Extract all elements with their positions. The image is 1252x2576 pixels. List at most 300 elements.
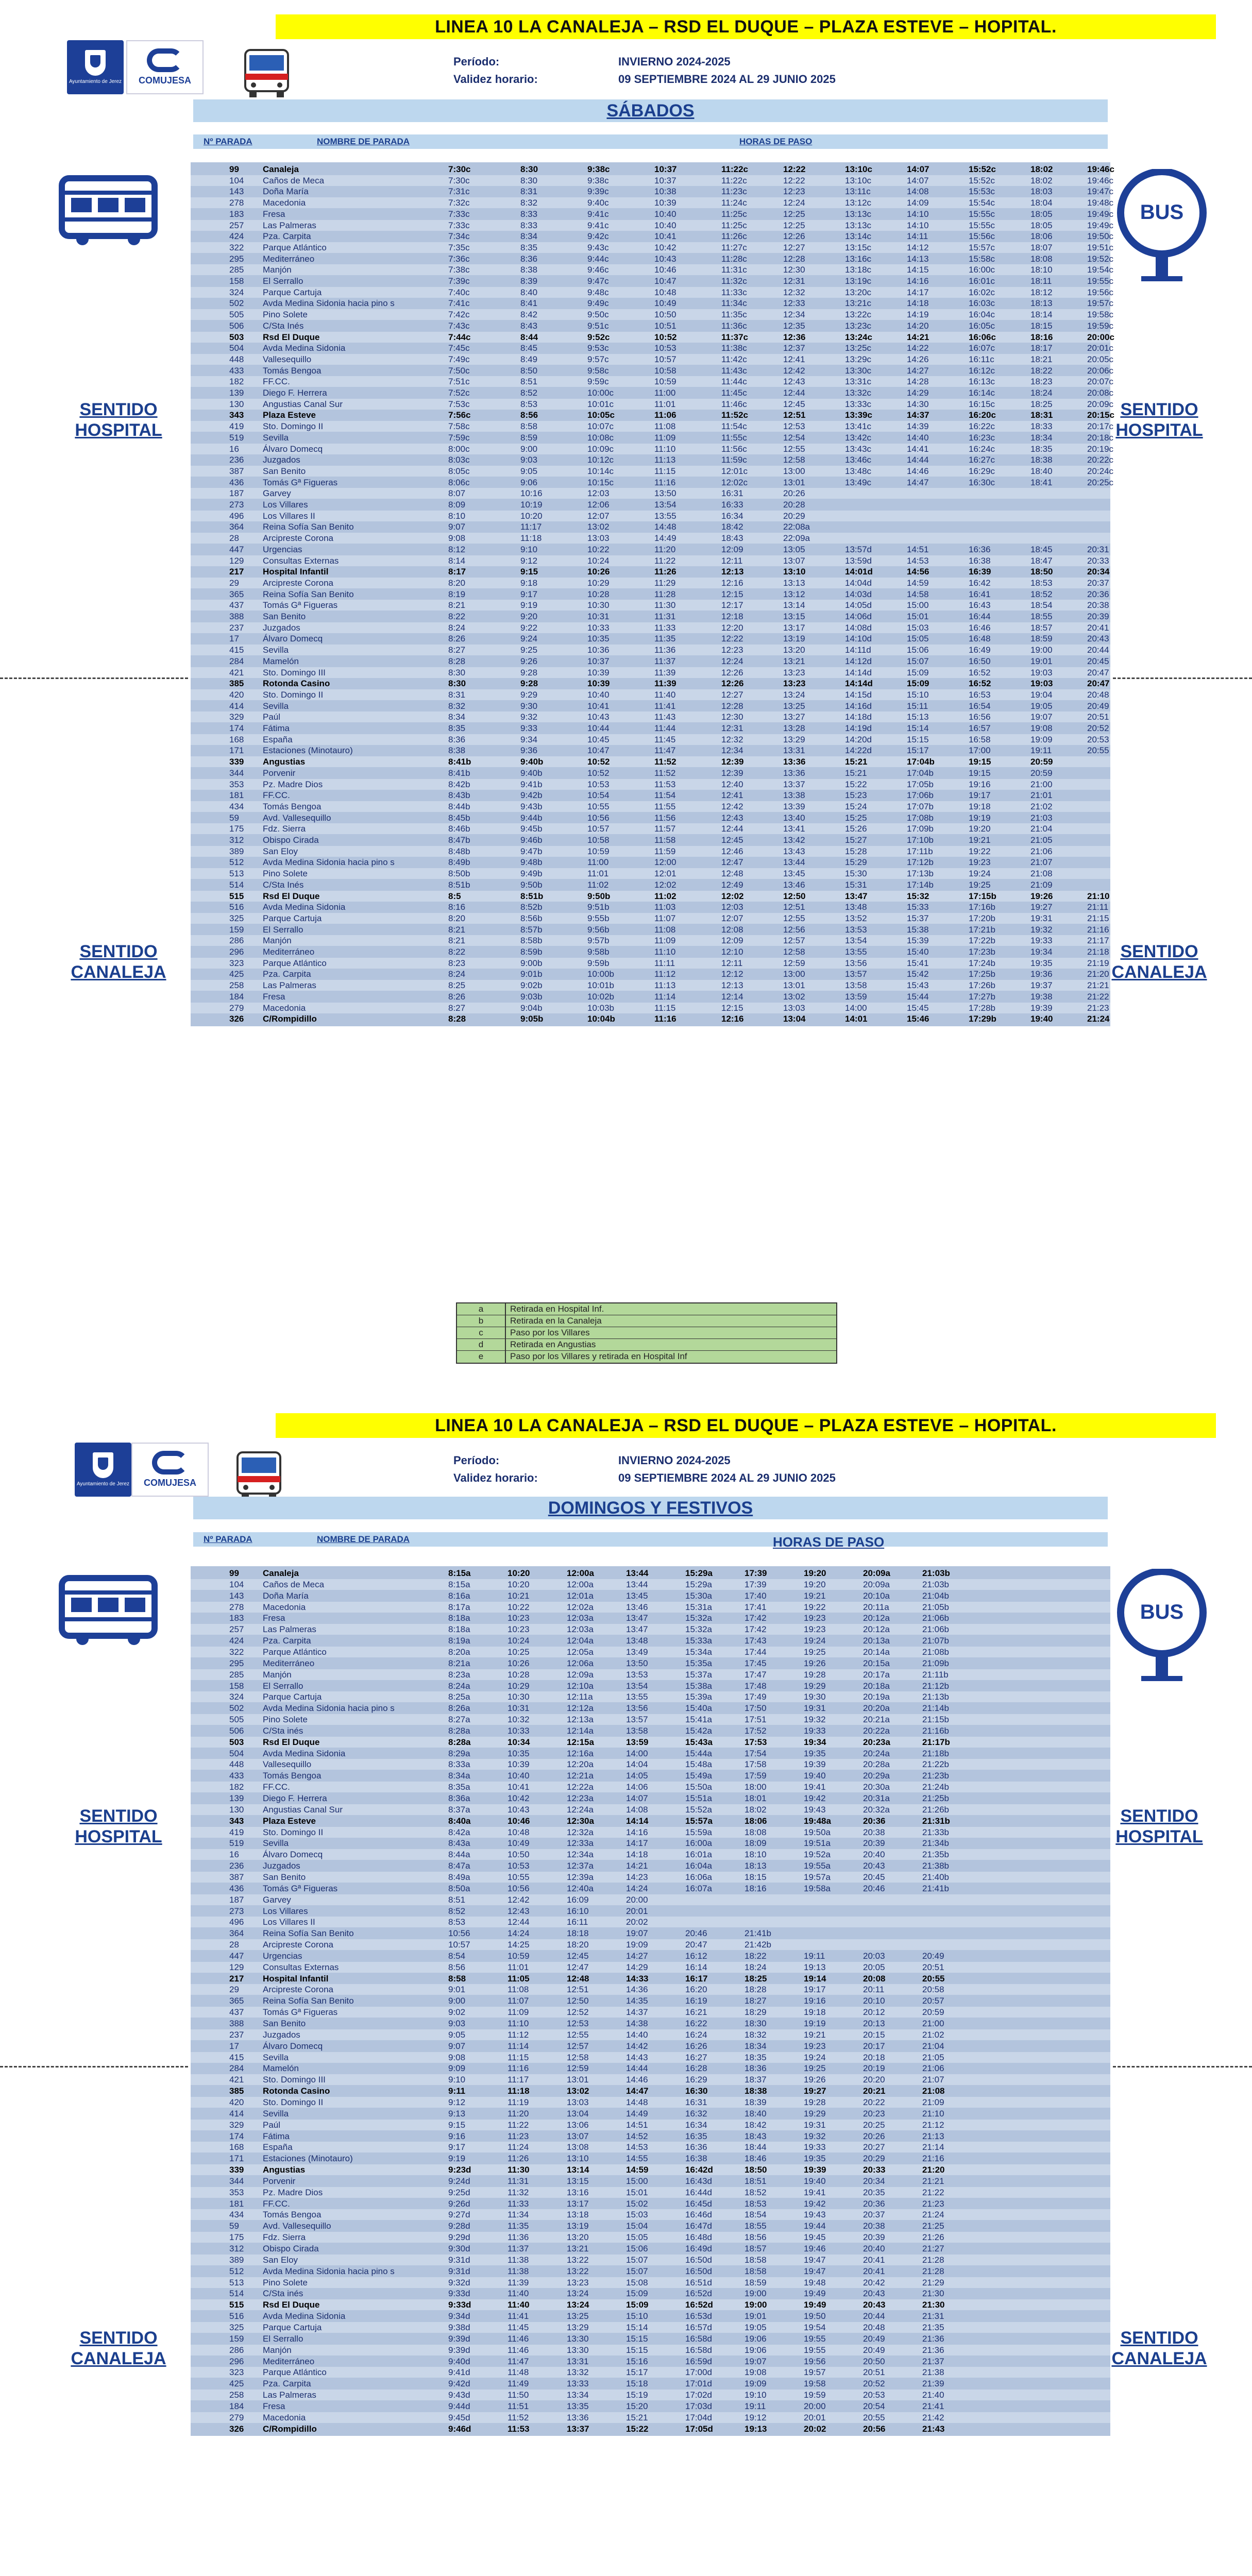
table-cell: 28	[229, 1940, 239, 1950]
table-cell: 21:24	[1087, 1014, 1110, 1024]
table-cell: 519	[229, 432, 244, 443]
table-cell: 13:29	[567, 2322, 589, 2332]
periodo-label: Período:	[453, 1454, 500, 1467]
table-row	[191, 1917, 1110, 1927]
table-cell: 9:22	[520, 622, 538, 633]
table-row	[191, 1703, 1110, 1714]
table-cell: 14:27	[626, 1951, 648, 1961]
table-cell: 10:05c	[587, 410, 615, 420]
table-cell: 20:08	[863, 1973, 886, 1984]
table-cell: 8:24	[448, 622, 466, 633]
table-row	[191, 734, 1110, 745]
table-cell: 15:19	[626, 2390, 648, 2400]
table-cell: 11:52c	[721, 410, 748, 420]
table-cell: 10:46	[654, 265, 676, 275]
table-cell: 414	[229, 2108, 244, 2119]
table-cell: 10:20	[507, 1568, 530, 1578]
table-cell: 14:21	[626, 1861, 648, 1871]
table-cell: 19:46c	[1087, 175, 1114, 185]
table-cell: Los Villares II	[263, 511, 315, 521]
table-cell: 419	[229, 421, 244, 432]
table-cell: Garvey	[263, 1894, 291, 1905]
table-row	[191, 1939, 1110, 1950]
table-cell: 16:27c	[969, 455, 995, 465]
table-cell: 11:41	[507, 2311, 529, 2321]
table-cell: Parque Cartuja	[263, 287, 322, 297]
table-cell: 10:45	[587, 734, 610, 744]
table-cell: 13:43	[783, 846, 805, 856]
table-cell: 13:23	[783, 679, 806, 689]
table-cell: 10:20	[507, 1579, 530, 1589]
table-cell: 14:46	[907, 466, 929, 476]
table-cell: 13:06	[567, 2120, 589, 2130]
table-cell: 10:36	[587, 645, 610, 655]
table-cell: 14:51	[626, 2120, 648, 2130]
table-cell: 18:24	[1030, 388, 1053, 398]
table-cell: 20:40	[863, 1850, 885, 1860]
table-cell: 9:45d	[448, 2412, 470, 2422]
table-cell: 20:48	[1087, 689, 1109, 700]
table-cell: 15:09	[907, 679, 929, 689]
table-cell: 11:26	[507, 2154, 529, 2164]
table-cell: 19:20	[804, 1579, 826, 1589]
table-cell: 19:48c	[1087, 198, 1114, 208]
table-cell: 21:10	[1087, 891, 1110, 901]
table-row	[191, 2401, 1110, 2412]
table-cell: 10:50	[507, 1850, 530, 1860]
table-cell: 16:15c	[969, 399, 995, 409]
table-cell: 11:38	[507, 2255, 529, 2265]
table-cell: 19:43	[804, 2210, 826, 2220]
table-cell: 9:02	[448, 2007, 466, 2018]
table-cell: 506	[229, 320, 244, 331]
table-row	[191, 399, 1114, 410]
table-cell: 324	[229, 1692, 244, 1702]
table-cell: 15:23	[845, 790, 867, 801]
table-cell: 16:34	[721, 511, 743, 521]
table-cell: 516	[229, 902, 244, 912]
table-cell: 16:03c	[969, 298, 995, 309]
table-cell: Avda Medina Sidonia	[263, 1748, 346, 1758]
table-cell: 12:42	[783, 365, 805, 376]
table-cell: 8:42b	[448, 779, 470, 789]
table-cell: 8:38	[520, 265, 538, 275]
table-cell: 10:23	[507, 1624, 530, 1635]
table-cell: 19:26	[804, 2075, 826, 2085]
ayuntamiento-logo-text: Ayuntamiento de Jerez	[69, 79, 122, 84]
table-cell: 15:49a	[685, 1771, 712, 1781]
table-row	[191, 2255, 1110, 2265]
table-cell: Reina Sofía San Benito	[263, 1928, 354, 1939]
table-cell: 20:23a	[863, 1737, 890, 1747]
table-cell: 10:31	[587, 612, 610, 621]
table-cell: 10:59	[587, 846, 610, 856]
table-cell: 14:07	[907, 164, 929, 174]
table-cell: 16:07a	[685, 1883, 712, 1893]
table-row	[191, 779, 1110, 790]
table-cell: 20:43	[1087, 634, 1109, 644]
table-cell: 326	[229, 2424, 244, 2434]
table-row	[191, 488, 1110, 499]
table-cell: 12:01c	[721, 466, 748, 476]
table-cell: 13:30c	[845, 365, 872, 376]
table-cell: 18:50	[1030, 567, 1053, 577]
table-row	[191, 466, 1114, 477]
table-cell: 11:17	[507, 2075, 529, 2085]
table-cell: 11:10	[654, 444, 676, 454]
table-row	[191, 2164, 1110, 2175]
table-cell: 19:20	[969, 824, 991, 834]
ayuntamiento-logo-text: Ayuntamiento de Jerez	[76, 1481, 130, 1487]
table-row	[191, 2131, 1110, 2142]
table-cell: 15:15	[626, 2345, 648, 2355]
table-cell: 10:42	[507, 1793, 530, 1803]
table-cell: 12:02a	[567, 1602, 594, 1612]
table-row	[191, 611, 1110, 622]
table-cell: 20:43	[863, 2289, 885, 2299]
table-cell: 12:37	[783, 343, 805, 353]
table-row	[191, 891, 1110, 902]
table-row	[191, 1590, 1110, 1601]
table-cell: Juzgados	[263, 622, 300, 633]
table-row	[191, 2266, 1110, 2277]
table-cell: 9:18	[520, 578, 538, 588]
table-cell: Álvaro Domecq	[263, 2041, 323, 2051]
table-cell: 15:54c	[969, 198, 995, 208]
table-cell: 14:01d	[845, 567, 873, 577]
table-cell: 10:50	[654, 310, 676, 320]
table-cell: Tomás Gª Figueras	[263, 477, 338, 487]
table-cell: 257	[229, 220, 244, 230]
table-cell: 20:21a	[863, 1715, 890, 1725]
table-cell: Pino Solete	[263, 310, 308, 320]
table-cell: 503	[229, 1737, 244, 1747]
table-cell: 12:05a	[567, 1647, 594, 1657]
table-cell: 9:41d	[448, 2367, 470, 2378]
table-cell: 11:43	[654, 712, 676, 722]
table-cell: 11:00	[654, 388, 676, 398]
table-cell: 16:51d	[685, 2277, 712, 2287]
table-row	[191, 1013, 1110, 1024]
timetable	[191, 1566, 1110, 2436]
table-cell: 236	[229, 1861, 244, 1871]
table-cell: 11:10	[654, 947, 676, 957]
table-cell: 20:59	[1030, 768, 1053, 778]
table-cell: 21:01	[1030, 790, 1053, 801]
table-cell: 20:05c	[1087, 354, 1114, 364]
table-cell: 13:15	[783, 612, 805, 621]
table-cell: 19:23	[804, 1624, 826, 1635]
table-cell: Macedonia	[263, 1003, 306, 1013]
table-row	[191, 2108, 1110, 2119]
table-cell: 17:25b	[969, 969, 995, 979]
table-cell: 12:15	[721, 1003, 743, 1013]
table-cell: 99	[229, 1568, 239, 1578]
table-cell: 11:44	[654, 723, 676, 733]
table-row	[191, 242, 1114, 253]
table-cell: 13:55	[845, 947, 867, 957]
table-row	[191, 1737, 1110, 1748]
table-cell: 324	[229, 287, 244, 297]
table-cell: Fresa	[263, 2401, 285, 2411]
table-row	[191, 253, 1114, 264]
table-cell: 8:28	[448, 1014, 466, 1024]
table-cell: 11:24c	[721, 198, 747, 208]
table-cell: 16:21	[685, 2007, 707, 2018]
table-cell: 20:22a	[863, 1725, 890, 1736]
table-cell: 18:35	[745, 2052, 767, 2062]
table-cell: 7:49c	[448, 354, 470, 364]
table-cell: 8:38	[448, 745, 466, 756]
bus-stop-icon	[1110, 169, 1213, 282]
table-cell: 10:01c	[587, 399, 614, 409]
table-cell: 18:15	[1030, 320, 1053, 331]
table-cell: 16:07c	[969, 343, 995, 353]
table-cell: 11:41	[654, 701, 676, 711]
table-cell: 16:11	[567, 1917, 588, 1927]
table-cell: 14:01	[845, 1014, 868, 1024]
table-cell: 437	[229, 2007, 244, 2018]
table-cell: 10:25	[507, 1647, 530, 1657]
table-row	[191, 454, 1114, 465]
table-cell: 9:58b	[587, 947, 610, 957]
table-cell: 21:30	[922, 2300, 945, 2310]
table-cell: 344	[229, 2176, 244, 2186]
table-cell: 16:50d	[685, 2255, 712, 2265]
table-cell: 9:24d	[448, 2176, 470, 2186]
table-cell: 19:21	[969, 835, 991, 845]
table-cell: Fátima	[263, 2131, 290, 2141]
table-cell: Reina Sofía San Benito	[263, 522, 354, 532]
table-cell: 21:08	[922, 2086, 945, 2096]
table-cell: 9:51b	[587, 902, 610, 912]
table-cell: 14:17	[626, 1838, 648, 1849]
table-cell: 16:35	[685, 2131, 707, 2141]
table-cell: 8:47a	[448, 1861, 470, 1871]
table-cell: 14:15	[907, 265, 929, 275]
table-cell: 20:30a	[863, 1782, 890, 1792]
table-cell: 11:13	[654, 980, 676, 991]
table-cell: 17:58	[745, 1759, 767, 1770]
table-cell: 18:10	[745, 1850, 767, 1860]
table-cell: 15:24	[845, 801, 867, 811]
table-cell: Los Villares	[263, 500, 308, 510]
table-cell: 20:45	[1087, 656, 1109, 666]
table-cell: 12:33	[783, 298, 805, 309]
table-cell: 10:37	[587, 656, 610, 666]
table-cell: 20:07c	[1087, 377, 1114, 387]
table-cell: 10:52	[587, 768, 610, 778]
table-cell: 21:16	[1087, 924, 1109, 935]
table-cell: 20:39	[1087, 612, 1109, 621]
table-cell: 14:48	[654, 522, 676, 532]
column-header-parada: Nº PARADA	[204, 137, 252, 146]
table-cell: 8:15a	[448, 1579, 470, 1589]
table-cell: 12:26	[721, 667, 743, 677]
table-cell: España	[263, 2142, 293, 2153]
table-cell: 8:16a	[448, 1590, 470, 1601]
table-cell: 12:18	[721, 612, 743, 621]
table-cell: 19:57	[804, 2367, 826, 2378]
table-cell: Avda Medina Sidonia hacia pino s	[263, 2266, 395, 2276]
table-cell: 15:32	[907, 891, 929, 901]
table-cell: 13:27	[783, 712, 805, 722]
table-cell: 18:52	[1030, 589, 1053, 599]
table-cell: Manjón	[263, 1669, 292, 1680]
table-row	[191, 958, 1110, 969]
table-cell: Tomás Gª Figueras	[263, 600, 338, 611]
table-cell: 16:36	[969, 544, 991, 554]
table-cell: 13:53	[626, 1669, 648, 1680]
table-cell: 18:50	[745, 2165, 767, 2175]
table-cell: 11:03	[654, 902, 676, 912]
table-cell: 502	[229, 1703, 244, 1714]
table-cell: 18:56	[745, 2232, 767, 2243]
table-cell: 15:07	[626, 2266, 648, 2276]
table-cell: 13:47	[626, 1613, 648, 1623]
table-cell: 13:49c	[845, 477, 872, 487]
table-cell: 7:40c	[448, 287, 470, 297]
table-cell: 13:13	[783, 578, 805, 588]
table-cell: 19:12	[745, 2412, 767, 2422]
table-cell: 20:34	[863, 2176, 885, 2186]
legend-row	[457, 1303, 836, 1315]
table-cell: 16:19	[685, 1996, 707, 2006]
table-cell: 14:16	[626, 1827, 648, 1837]
table-cell: Rsd El Duque	[263, 332, 320, 342]
table-row	[191, 2097, 1110, 2108]
table-cell: 13:47	[626, 1624, 648, 1635]
table-cell: Hospital Infantil	[263, 567, 329, 577]
table-cell: 7:58c	[448, 421, 470, 432]
table-cell: 21:07	[922, 2075, 944, 2085]
table-cell: 8:24	[448, 969, 466, 979]
table-cell: 8:36	[520, 253, 538, 264]
table-cell: 19:24	[969, 869, 991, 879]
table-cell: 21:24b	[922, 1782, 949, 1792]
table-cell: 15:52c	[969, 164, 996, 174]
table-row	[191, 2142, 1110, 2153]
table-row	[191, 1804, 1110, 1815]
table-row	[191, 477, 1114, 488]
table-cell: 9:00	[448, 1996, 466, 2006]
table-cell: 14:52	[626, 2131, 648, 2141]
table-row	[191, 1894, 1110, 1905]
table-cell: 13:07	[567, 2131, 589, 2141]
table-cell: 9:25	[520, 645, 538, 655]
table-cell: 8:5	[448, 891, 461, 901]
table-cell: 13:01	[783, 980, 805, 991]
table-cell: 21:18	[1087, 947, 1109, 957]
table-cell: 15:10	[907, 689, 929, 700]
bus-stop-label: BUS	[1140, 201, 1184, 224]
table-cell: 21:14	[922, 2142, 944, 2153]
table-cell: 9:46c	[587, 265, 609, 275]
table-cell: 343	[229, 410, 244, 420]
table-cell: 18:01	[745, 1793, 767, 1803]
table-cell: 21:25b	[922, 1793, 949, 1803]
table-cell: 19:46c	[1087, 164, 1114, 174]
table-cell: 9:27d	[448, 2210, 470, 2220]
table-cell: 415	[229, 645, 244, 655]
table-cell: 8:34a	[448, 1771, 470, 1781]
table-cell: 10:41	[507, 1782, 530, 1792]
table-cell: 14:40	[907, 432, 929, 443]
table-cell: 20:59	[1030, 757, 1053, 767]
table-cell: 19:59c	[1087, 320, 1114, 331]
table-cell: 181	[229, 2198, 244, 2209]
table-cell: 8:52b	[520, 902, 543, 912]
table-cell: 12:02	[721, 891, 744, 901]
table-cell: 17:03d	[685, 2401, 712, 2411]
table-cell: Parque Atlántico	[263, 2367, 327, 2378]
table-row	[191, 1748, 1110, 1759]
table-cell: 8:36	[448, 734, 466, 744]
table-cell: Manjón	[263, 936, 292, 946]
table-cell: 10:39	[587, 667, 610, 677]
table-cell: 18:17	[1030, 343, 1053, 353]
table-cell: 325	[229, 2322, 244, 2332]
table-cell: Fátima	[263, 723, 290, 733]
table-row	[191, 2176, 1110, 2187]
table-row	[191, 1691, 1110, 1702]
table-cell: 17:54	[745, 1748, 767, 1758]
table-cell: FF.CC.	[263, 2198, 290, 2209]
table-cell: 420	[229, 2097, 244, 2107]
table-cell: 20:12a	[863, 1624, 890, 1635]
table-cell: 15:00	[626, 2176, 648, 2186]
table-cell: 8:03c	[448, 455, 470, 465]
table-cell: 12:09	[721, 544, 743, 554]
table-cell: 11:47	[507, 2356, 529, 2366]
table-cell: 9:01	[448, 1985, 466, 1995]
table-cell: 11:47	[654, 745, 676, 756]
table-row	[191, 555, 1110, 566]
table-cell: 8:42a	[448, 1827, 470, 1837]
table-cell: Mediterráneo	[263, 2356, 315, 2366]
table-cell: 174	[229, 723, 244, 733]
table-cell: 12:57	[567, 2041, 589, 2051]
table-cell: 9:38c	[587, 164, 610, 174]
table-cell: Pino Solete	[263, 2277, 308, 2287]
table-cell: Juzgados	[263, 1861, 300, 1871]
table-cell: 13:21	[567, 2244, 589, 2253]
table-cell: 18:04	[1030, 198, 1053, 208]
table-cell: 19:55c	[1087, 276, 1114, 286]
table-cell: 19:42	[804, 1793, 826, 1803]
legend-key: a	[457, 1303, 506, 1315]
table-cell: 496	[229, 1917, 244, 1927]
table-cell: Angustias	[263, 757, 306, 767]
table-row	[191, 186, 1114, 197]
table-cell: 9:31d	[448, 2266, 470, 2276]
table-cell: 20:40	[863, 2244, 885, 2253]
table-cell: 9:15	[448, 2120, 466, 2130]
table-cell: 11:35	[507, 2221, 529, 2231]
table-cell: 12:44	[783, 388, 805, 398]
table-cell: 10:19	[520, 500, 543, 510]
table-cell: 8:48b	[448, 846, 470, 856]
table-cell: 13:38	[783, 790, 805, 801]
table-row	[191, 2018, 1110, 2029]
table-row	[191, 1906, 1110, 1917]
table-cell: 13:32c	[845, 388, 872, 398]
table-row	[191, 2345, 1110, 2355]
table-cell: 20:24c	[1087, 466, 1114, 476]
table-cell: 15:35a	[685, 1658, 712, 1668]
table-cell: 18:38	[745, 2086, 767, 2096]
table-cell: 18:06	[1030, 231, 1053, 242]
